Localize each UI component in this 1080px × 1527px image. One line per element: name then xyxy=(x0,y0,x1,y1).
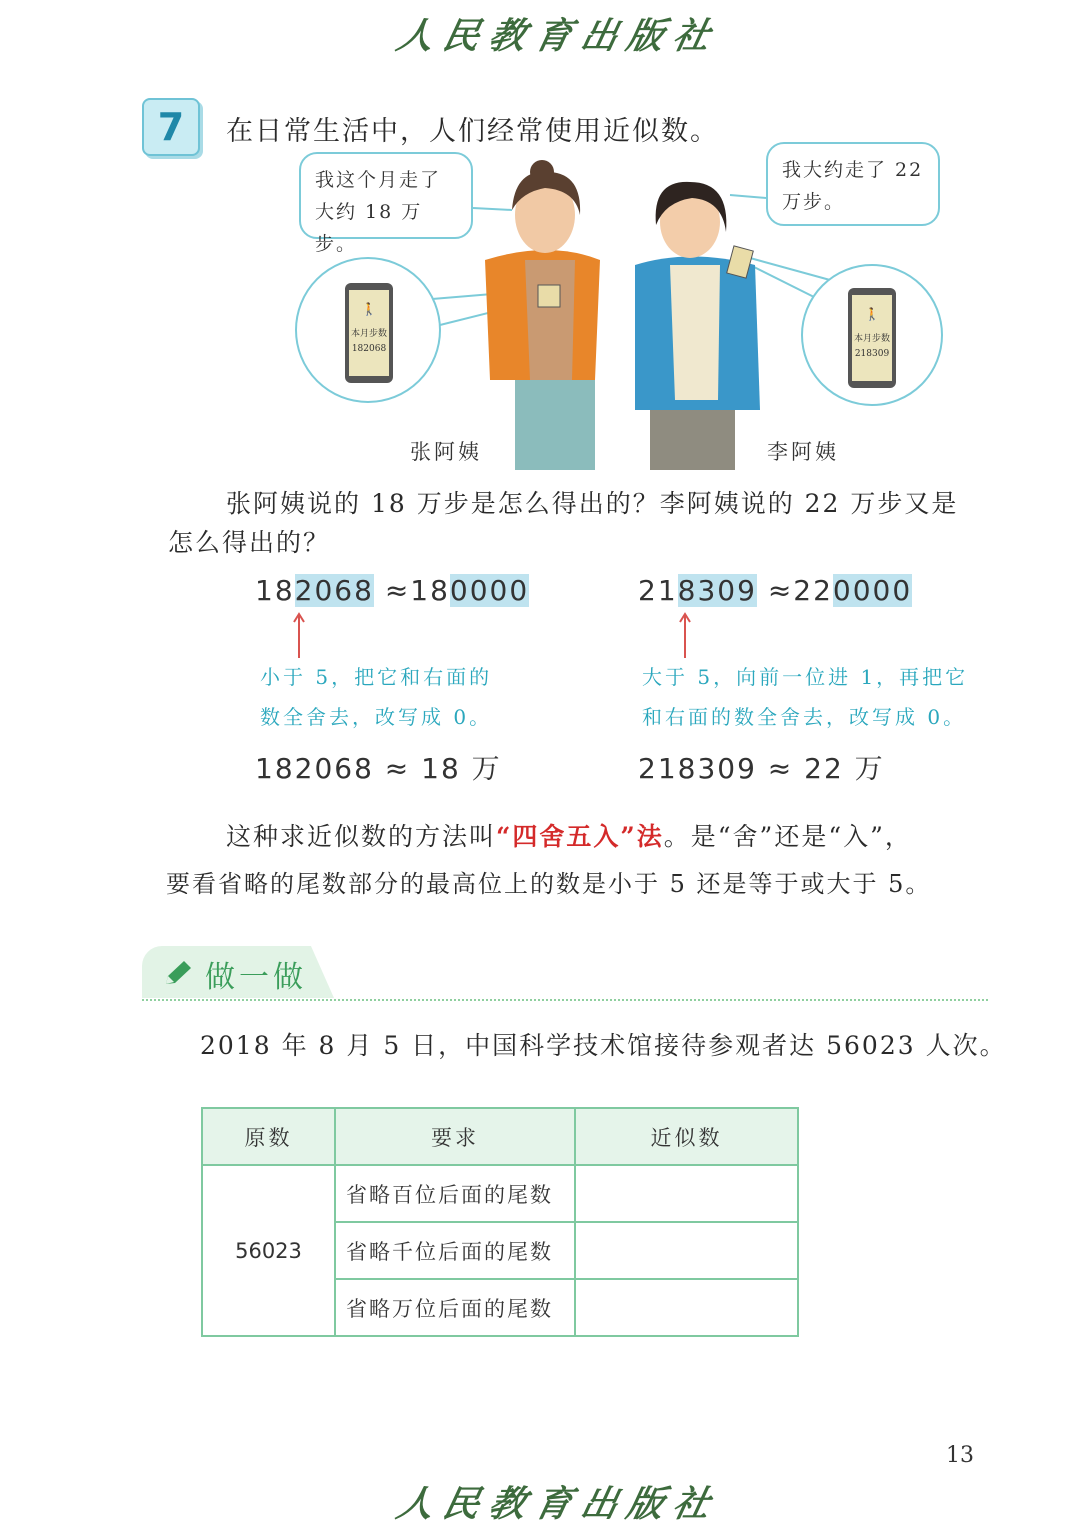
header-approx: 近似数 xyxy=(575,1108,798,1165)
answer-cell[interactable] xyxy=(575,1165,798,1222)
rule-line-2: 要看省略的尾数部分的最高位上的数是小于 5 还是等于或大于 5。 xyxy=(166,870,932,898)
example-number-badge: 7 xyxy=(142,98,200,156)
answer-cell[interactable] xyxy=(575,1279,798,1336)
name-zhang: 张阿姨 xyxy=(410,440,482,464)
left-arrow xyxy=(292,610,306,660)
practice-sentence: 2018 年 8 月 5 日，中国科学技术馆接待参观者达 56023 人次。 xyxy=(200,1031,1007,1060)
phone-li-value: 218309 xyxy=(854,349,890,359)
pencil-icon xyxy=(160,958,194,988)
zhang-figure xyxy=(485,160,600,470)
answer-cell[interactable] xyxy=(575,1222,798,1279)
name-li: 李阿姨 xyxy=(767,440,839,464)
phone-li-label: 本月步数 xyxy=(853,334,891,344)
requirement-cell: 省略千位后面的尾数 xyxy=(335,1222,575,1279)
rounding-term: “四舍五入”法 xyxy=(496,822,664,851)
svg-text:🚶: 🚶 xyxy=(361,302,377,316)
li-figure xyxy=(635,182,760,470)
example-intro: 在日常生活中，人们经常使用近似数。 xyxy=(226,116,719,147)
header-original: 原数 xyxy=(202,1108,335,1165)
svg-text:🚶: 🚶 xyxy=(864,307,880,321)
publisher-header: 人民教育出版社 xyxy=(393,15,724,57)
publisher-footer: 人民教育出版社 xyxy=(393,1483,724,1525)
phone-zhang-label: 本月步数 xyxy=(350,329,388,339)
right-note: 大于 5，向前一位进 1，再把它 和右面的数全舍去，改写成 0。 xyxy=(642,665,969,729)
page-number: 13 xyxy=(946,1443,974,1468)
question-line-1: 张阿姨说的 18 万步是怎么得出的？李阿姨说的 22 万步又是 xyxy=(226,489,959,518)
rule-line-1: 这种求近似数的方法叫“四舍五入”法。是“舍”还是“入”， xyxy=(226,822,912,851)
original-number: 56023 xyxy=(202,1165,335,1336)
left-note: 小于 5，把它和右面的 数全舍去，改写成 0。 xyxy=(260,665,493,729)
right-arrow xyxy=(678,610,692,660)
left-equation: 182068 ≈180000 xyxy=(255,574,530,607)
speech-bubble-li: 我大约走了 22 万步。 xyxy=(766,142,940,226)
question-line-2: 怎么得出的？ xyxy=(168,528,331,557)
header-requirement: 要求 xyxy=(335,1108,575,1165)
table-header-row xyxy=(202,1108,798,1165)
practice-table xyxy=(201,1107,799,1337)
requirement-cell: 省略万位后面的尾数 xyxy=(335,1279,575,1336)
practice-title: 做一做 xyxy=(205,960,307,995)
right-result: 218309 ≈ 22 万 xyxy=(638,752,885,785)
requirement-cell: 省略百位后面的尾数 xyxy=(335,1165,575,1222)
phone-zhang-value: 182068 xyxy=(351,344,387,354)
table-row xyxy=(202,1165,798,1222)
right-equation: 218309 ≈220000 xyxy=(638,574,913,607)
left-result: 182068 ≈ 18 万 xyxy=(255,752,502,785)
section-divider xyxy=(142,999,988,1001)
speech-bubble-zhang: 我这个月走了 大约 18 万步。 xyxy=(299,152,473,239)
